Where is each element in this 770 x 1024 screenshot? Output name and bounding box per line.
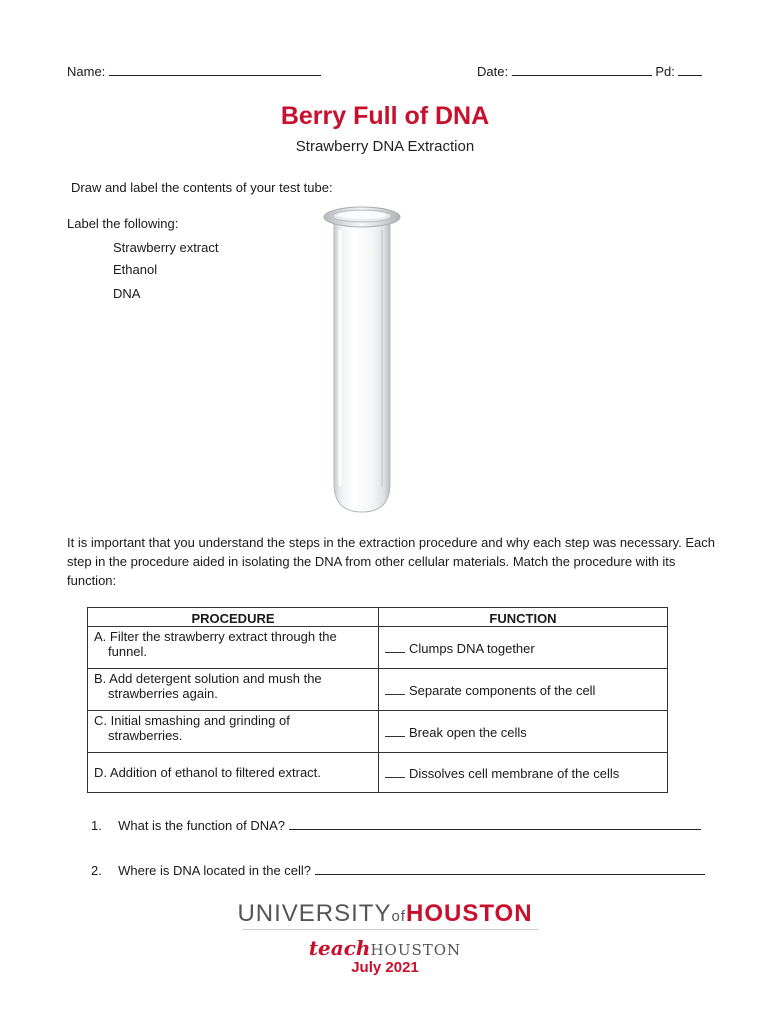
procedure-cell [88,627,379,669]
procedure-function-table [87,607,668,793]
date-label: Date: [477,64,509,79]
table-header-row [88,608,668,627]
procedure-header: PROCEDURE [88,608,379,627]
page-title: Berry Full of DNA [280,102,490,130]
question-text: What is the function of DNA? [118,818,286,833]
function-cell [379,711,668,753]
procedure-text: C. Initial smashing and grinding of [94,713,290,728]
logo-divider [243,929,539,930]
table-row [88,711,668,753]
label-item-ethanol: Ethanol [113,262,158,277]
logo-university: UNIVERSITY [237,900,392,927]
page-subtitle: Strawberry DNA Extraction [295,138,475,155]
function-cell [379,669,668,711]
name-field[interactable] [67,62,321,79]
period-blank[interactable] [678,62,702,76]
answer-blank[interactable] [385,765,405,778]
procedure-text: B. Add detergent solution and mush the [94,671,322,686]
function-text: Break open the cells [409,724,527,740]
table-row [88,627,668,669]
name-blank[interactable] [109,62,321,76]
logo-teach-houston: HOUSTON [370,941,462,959]
footer-date: July 2021 [351,959,419,976]
answer-line-2[interactable] [315,860,705,875]
logo-teach: teach [308,936,371,960]
test-tube-icon [320,204,412,518]
answer-blank[interactable] [385,640,405,653]
period-label: Pd: [655,64,675,79]
teach-houston-logo [0,936,770,960]
procedure-cell [88,753,379,793]
procedure-text-cont: strawberries again. [108,686,218,701]
procedure-text-cont: funnel. [108,644,148,659]
function-header: FUNCTION [379,608,668,627]
table-row [88,669,668,711]
label-item-dna: DNA [113,286,141,301]
university-logo [0,900,770,928]
name-label: Name: [67,64,106,79]
question-1 [91,815,701,835]
procedure-text: D. Addition of ethanol to filtered extract. [94,765,321,780]
logo-of: of [391,908,406,925]
function-cell [379,627,668,669]
question-number: 1. [91,818,102,833]
procedure-text-cont: strawberries. [108,728,183,743]
procedure-text: A. Filter the strawberry extract through the [94,629,337,644]
date-blank[interactable] [512,62,652,76]
answer-line-1[interactable] [289,815,701,830]
answer-blank[interactable] [385,724,405,737]
date-field[interactable] [477,62,702,79]
question-number: 2. [91,863,102,878]
question-2 [91,860,705,880]
function-text: Clumps DNA together [409,640,535,656]
label-heading: Label the following: [67,216,179,231]
function-cell [379,753,668,793]
question-text: Where is DNA located in the cell? [118,863,312,878]
procedure-cell [88,669,379,711]
draw-instruction: Draw and label the contents of your test tube: [71,180,333,195]
function-text: Separate components of the cell [409,682,596,698]
logo-houston: HOUSTON [405,900,533,927]
intro-paragraph: It is important that you understand the steps in the extraction procedure and why each step was necessary. Each step in the procedure aided in isolating the DNA from other cellular materials. Match the procedure with its function: [67,535,715,588]
answer-blank[interactable] [385,682,405,695]
function-text: Dissolves cell membrane of the cells [409,765,620,781]
table-row [88,753,668,793]
label-item-strawberry-extract: Strawberry extract [113,240,219,255]
procedure-cell [88,711,379,753]
